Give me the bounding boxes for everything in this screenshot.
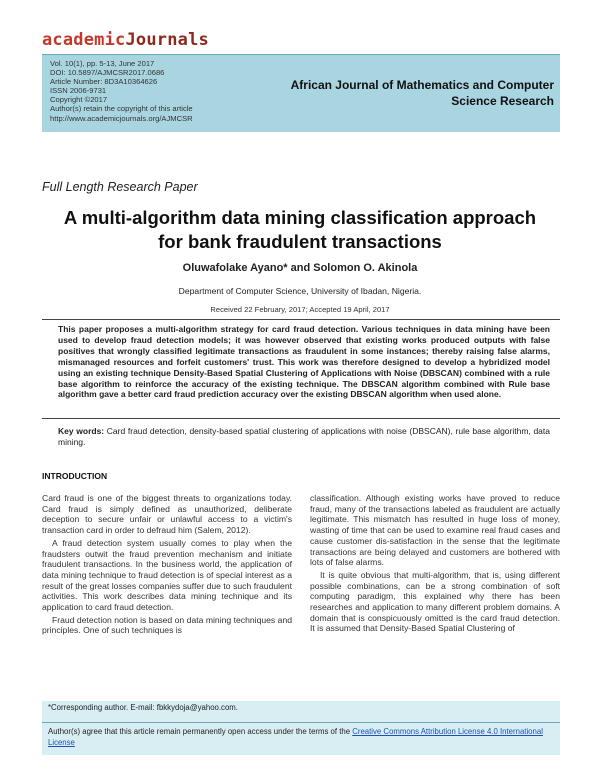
article-meta — [50, 59, 193, 123]
paragraph: Fraud detection notion is based on data mining techniques and principles. One of such techniques is — [42, 614, 292, 636]
body-column-left — [42, 493, 292, 636]
paragraph: It is quite obvious that multi-algorithm, that is, using different possible combinations, can be a strong combination of soft computing paradigm, this explained why there has been researches and application to many different problem domains. A domain that is conspicuously omitted is the card fraud detection. It is assumed that Density-Based Spatial Clustering of — [310, 569, 560, 634]
abstract: This paper proposes a multi-algorithm strategy for card fraud detection. Various techniques in data mining have been used to develop fraud detection models; it was however observed that existing works produced outputs with false positives that wrongly classified legitimate transactions as fraudulent in some instances; thereby raising false alarms, mismanaged resources and forfeit customers' trust. This work was therefore designed to develop a hybridized model using an existing technique Density-Based Spatial Clustering of Applications with Noise (DBSCAN) combined with a rule base algorithm to reinforce the accuracy of the existing technique. The DBSCAN algorithm combined with Rule base algorithm gave a better card fraud prediction accuracy over the existing DBSCAN algorithm when used alone. — [58, 324, 550, 400]
received-accepted-dates: Received 22 February, 2017; Accepted 19 April, 2017 — [210, 305, 390, 314]
meta-url[interactable]: http://www.academicjournals.org/AJMCSR — [50, 113, 193, 123]
keywords-label: Key words: — [58, 426, 105, 436]
paragraph: classification. Although existing works have proved to reduce fraud, many of the transactions labeled as fraudulent are actually legitimate. This mismatch has resulted in huge loss of money, wasting of time that can be used to examine real fraud cases and cause customer dis-satisfaction in the sense that the legitimate transactions are being delayed and customers are bothered with lots of false alarms. — [310, 493, 560, 568]
abstract-top-rule — [42, 319, 560, 320]
paper-type: Full Length Research Paper — [42, 180, 198, 194]
authors: Oluwafolake Ayano* and Solomon O. Akinola — [182, 262, 418, 274]
section-heading-introduction: INTRODUCTION — [42, 471, 108, 481]
title-line1: A multi-algorithm data mining classification approach — [63, 207, 537, 228]
footnote-divider — [42, 722, 560, 723]
meta-volume: Vol. 10(1), pp. 5-13, June 2017 — [50, 59, 155, 68]
paper-title — [30, 206, 570, 254]
keywords-text: Card fraud detection, density-based spatial clustering of applications with noise (DBSCAN), rule base algorithm, data mining. — [58, 426, 550, 447]
footnote-box — [42, 701, 560, 755]
paragraph: A fraud detection system usually comes to play when the fraudsters outwit the fraud prevention mechanism and initiate fraudulent transactions. In the business world, the application of data mining technique to fraud detection is of special interest as a result of the great losses companies suffer due to such fraudulent activities. This work describes data mining technique and its application to card fraud detection. — [42, 537, 292, 613]
meta-copyright: Copyright ©2017 — [50, 95, 108, 105]
meta-rights: Author(s) retain the copyright of this article — [50, 104, 193, 114]
keywords — [58, 426, 550, 448]
body-column-right — [310, 493, 560, 634]
meta-issn: ISSN 2006-9731 — [50, 86, 107, 96]
journal-logo — [42, 30, 209, 50]
logo-academic-text: academic — [42, 30, 126, 50]
license-statement — [48, 727, 548, 748]
license-prefix: Author(s) agree that this article remain permanently open access under the terms of the — [48, 727, 353, 736]
journal-name-line1: African Journal of Mathematics and Computer — [290, 78, 554, 92]
title-line2: for bank fraudulent transactions — [158, 231, 442, 252]
journal-name — [254, 77, 554, 109]
affiliation: Department of Computer Science, University of Ibadan, Nigeria. — [178, 286, 422, 296]
abstract-bottom-rule — [42, 418, 560, 419]
logo-journals-text: Journals — [125, 30, 209, 50]
meta-article-number: Article Number: 8D3A10364626 — [50, 77, 158, 87]
meta-doi: DOI: 10.5897/AJMCSR2017.0686 — [50, 68, 165, 78]
paragraph: Card fraud is one of the biggest threats to organizations today. Card fraud is simply defined as unauthorized, deliberate deception to secure unfair or unlawful access to a victim's transaction card in order to defraud him (Salem, 2012). — [42, 493, 292, 536]
journal-name-line2: Science Research — [451, 94, 554, 108]
article-info-box — [42, 54, 560, 132]
corresponding-author: *Corresponding author. E-mail: fbkkydoja@yahoo.com. — [48, 703, 238, 712]
license-link[interactable]: Creative Commons Attribution License 4.0 International License — [48, 727, 543, 747]
